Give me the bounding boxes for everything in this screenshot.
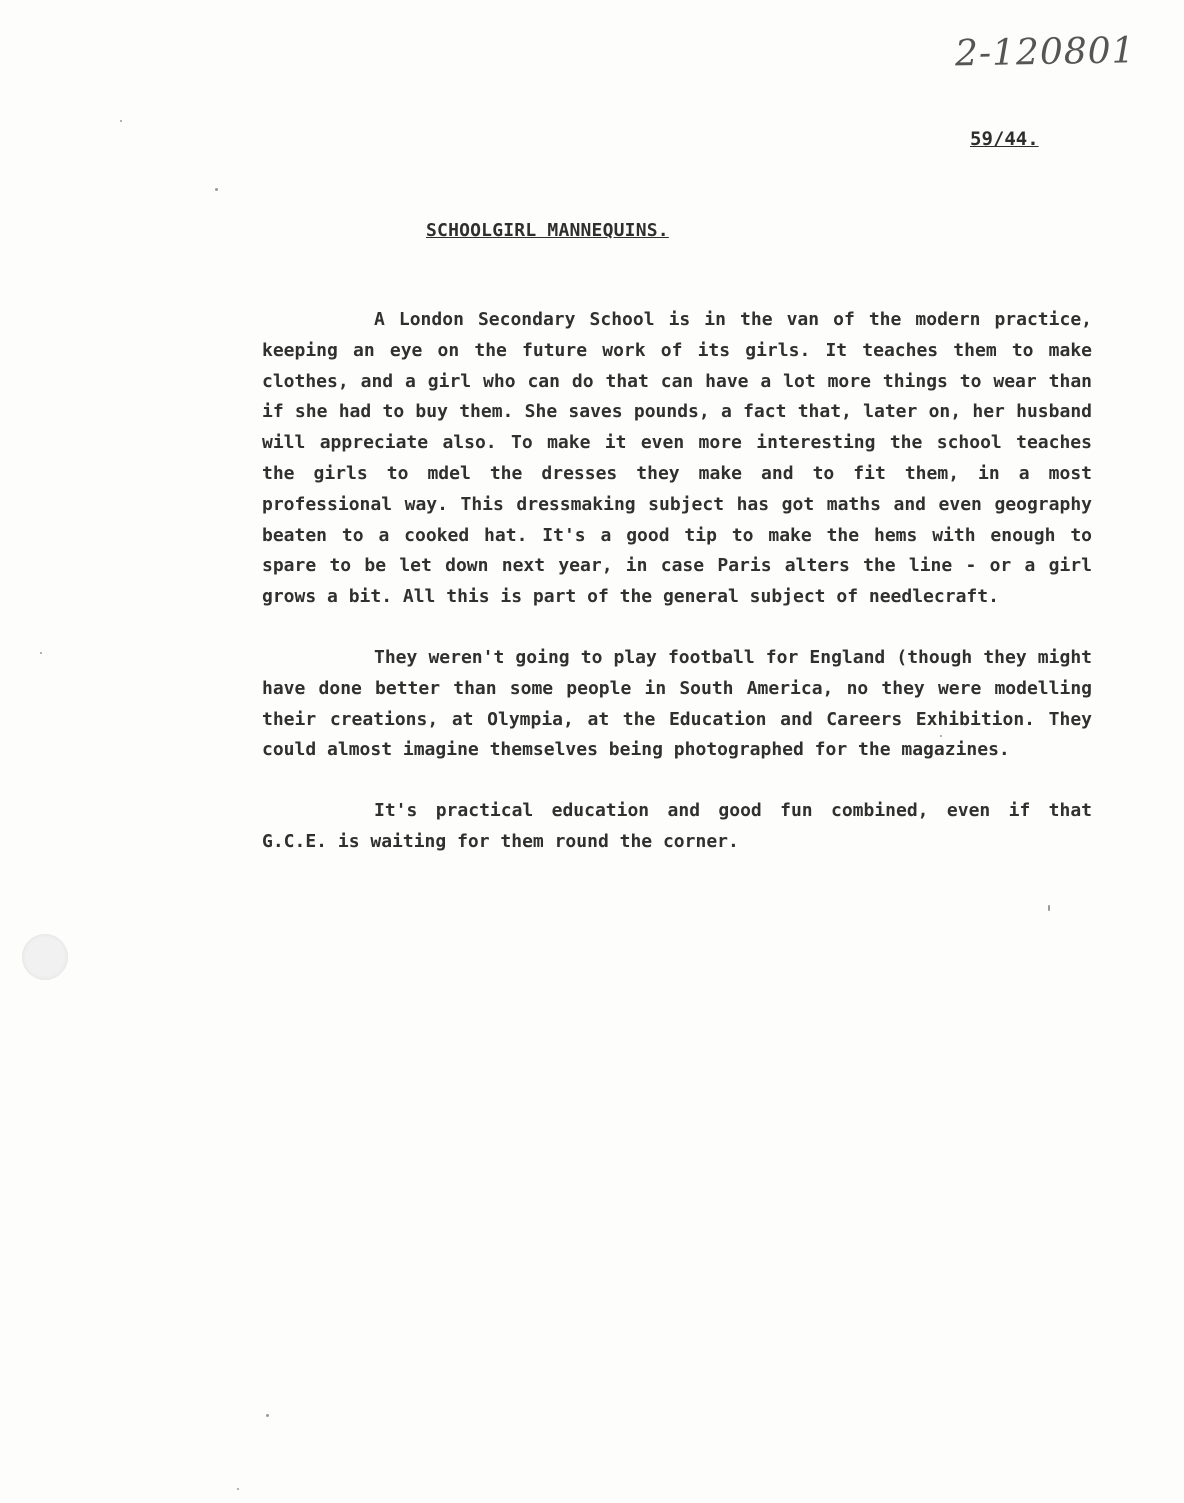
- scan-speck: [266, 1414, 269, 1417]
- paragraph: It's practical education and good fun combined, even if that G.C.E. is waiting for them round the corner.: [262, 800, 1092, 852]
- scan-speck: [1048, 905, 1050, 911]
- page-code: 59/44.: [970, 128, 1039, 150]
- paragraph: A London Secondary School is in the van of the modern practice, keeping an eye on the future work of its girls. It teaches them to make clothes, and a girl who can do that can have a lot more things to wear than if she had to buy them. She saves pounds, a fact that, later on, her husband will appreciate also. To make it even more interesting the school teaches the girls to mdel the dresses they make and to fit them, in a most professional way. This dressmaking subject has got maths and even geography beaten to a cooked hat. It's a good tip to make the hems with enough to spare to be let down next year, in case Paris alters the line - or a girl grows a bit. All this is part of the general subject of needlecraft.: [262, 309, 1092, 608]
- scan-speck: [237, 1488, 239, 1490]
- handwritten-reference-number: 2-120801: [954, 30, 1136, 75]
- paragraph: They weren't going to play football for England (though they might have done better than some people in South America, no they were modelling their creations, at Olympia, at the Education and Careers Exhibition. They could almost imagine themselves being photographed for the magazines.: [262, 646, 1092, 761]
- punch-hole: [22, 934, 68, 980]
- document-title: SCHOOLGIRL MANNEQUINS.: [426, 220, 669, 241]
- scan-speck: [215, 188, 218, 191]
- scan-speck: [120, 120, 122, 122]
- scan-speck: [40, 652, 42, 654]
- body-text: [262, 305, 1092, 858]
